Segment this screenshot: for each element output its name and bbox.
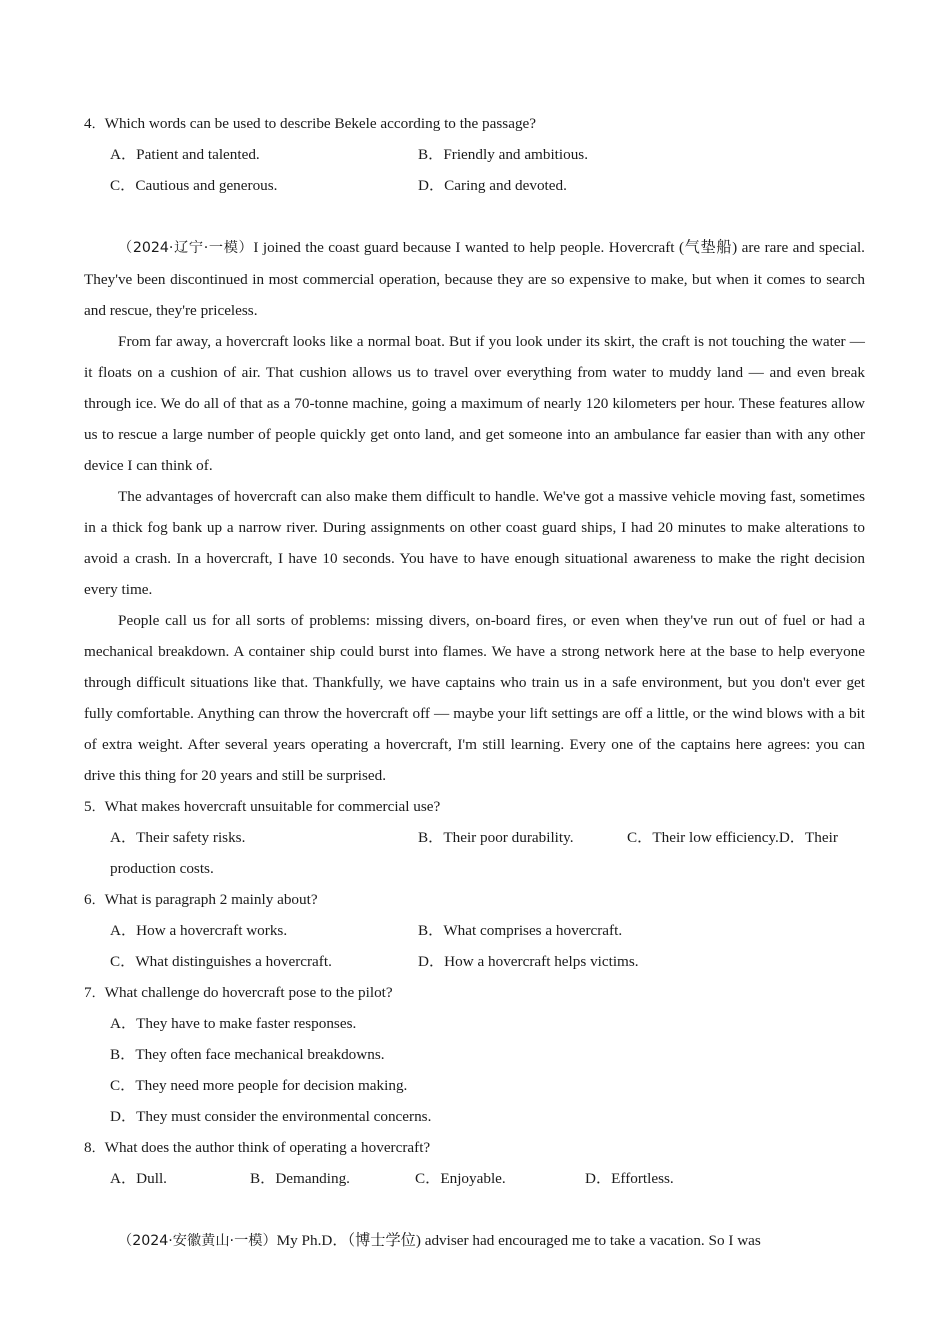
question-7-number: 7 [84,984,92,1001]
question-5-options-row-1 [84,822,865,853]
question-4-option-d[interactable]: D．Caring and devoted. [418,177,567,194]
question-8-option-d[interactable]: D．Effortless. [585,1170,674,1187]
passage-1-paragraph-3: The advantages of hovercraft can also make them difficult to handle. We've got a massive vehicle moving fast, sometimes in a thick fog bank up a narrow river. During assignments on other coast guard ships, I had 20 minutes to make alterations to avoid a crash. In a hovercraft, I have 10 seconds. You have to have enough situational awareness to make the right decision every time. [84,488,865,598]
question-4-option-b[interactable]: B．Friendly and ambitious. [418,146,589,163]
question-4-stem [84,108,865,139]
question-8-options-row [84,1163,865,1194]
question-block-8 [84,1132,865,1194]
passage-2 [84,1225,865,1257]
question-6-options-row-2 [84,946,865,977]
question-7-separator: ． [91,985,105,1000]
section-spacer-1 [84,201,865,232]
question-5-text: What makes hovercraft unsuitable for commercial use? [104,798,441,815]
section-spacer-2 [84,1194,865,1225]
passage-1-paragraph-1-text: I joined the coast guard because I wanted to help people. Hovercraft (气垫船) are rare and special. They've been discontinued in most commercial operation, because they are so expensive to make, but when it comes to search and rescue, they're priceless. [84,239,865,319]
question-7-option-b[interactable]: B．They often face mechanical breakdowns. [110,1046,385,1063]
passage-2-opening-line [84,1225,865,1257]
question-6-option-c[interactable]: C．What distinguishes a hovercraft. [110,953,332,970]
question-5-number: 5 [84,798,92,815]
question-8-option-b[interactable]: B．Demanding. [250,1170,350,1187]
passage-1-paragraph-1 [84,232,865,326]
question-6-separator: ． [91,892,105,907]
passage-2-source: （2024·安徽黄山·一模） [118,1233,277,1249]
question-4-option-a[interactable]: A．Patient and talented. [110,146,260,163]
question-5-option-c-d-run-together[interactable]: C．Their low efficiency.D．Their [627,829,838,846]
question-6-options-row-1 [84,915,865,946]
question-block-4 [84,108,865,201]
question-7-option-d[interactable]: D．They must consider the environmental concerns. [110,1108,432,1125]
question-6-option-b[interactable]: B．What comprises a hovercraft. [418,922,623,939]
question-8-stem [84,1132,865,1163]
question-5-option-a[interactable]: A．Their safety risks. [110,829,246,846]
passage-1-paragraph-4: People call us for all sorts of problems: missing divers, on-board fires, or even when they've run out of fuel or had a mechanical breakdown. A container ship could burst into flames. We have a strong network here at the base to help everyone through difficult situations like that. Thankfully, we have captains who train us in a safe environment, but you don't ever get fully comfortable. Anything can throw the hovercraft off — maybe your lift settings are off a little, or the wind blows with a bit of extra weight. After several years operating a hovercraft, I'm still learning. Every one of the captains here agrees: you can drive this thing for 20 years and still be surprised. [84,612,865,784]
question-6-number: 6 [84,891,92,908]
question-block-6 [84,884,865,977]
passage-1 [84,232,865,791]
question-block-7 [84,977,865,1132]
question-6-option-d[interactable]: D．How a hovercraft helps victims. [418,953,639,970]
question-8-text: What does the author think of operating a hovercraft? [104,1139,431,1156]
question-5-separator: ． [91,799,105,814]
passage-1-paragraph-2: From far away, a hovercraft looks like a normal boat. But if you look under its skirt, the craft is not touching the water — it floats on a cushion of air. That cushion allows us to travel over everything from water to muddy land — and even break through ice. We do all of that as a 70-tonne machine, going a maximum of nearly 120 kilometers per hour. These features allow us to rescue a large number of people quickly get onto land, and get someone into an ambulance far easier than with any other device I can think of. [84,333,865,474]
question-6-option-a[interactable]: A．How a hovercraft works. [110,922,288,939]
question-block-5 [84,791,865,884]
question-8-separator: ． [91,1140,105,1155]
question-8-option-c[interactable]: C．Enjoyable. [415,1170,506,1187]
question-5-stem [84,791,865,822]
question-4-text: Which words can be used to describe Bekele according to the passage? [104,115,537,132]
question-7-stem [84,977,865,1008]
question-8-option-a[interactable]: A．Dull. [110,1170,167,1187]
question-8-number: 8 [84,1139,92,1156]
question-6-text: What is paragraph 2 mainly about? [104,891,318,908]
question-7-option-a[interactable]: A．They have to make faster responses. [110,1015,357,1032]
question-7-option-c[interactable]: C．They need more people for decision making. [110,1077,408,1094]
question-4-separator: ． [91,116,105,131]
question-4-option-c[interactable]: C．Cautious and generous. [110,177,278,194]
question-4-options-row-2 [84,170,865,201]
passage-1-source: （2024·辽宁·一模） [118,240,254,256]
passage-2-opening-text: My Ph.D．（博士学位) adviser had encouraged me to take a vacation. So I was [276,1232,761,1249]
question-6-stem [84,884,865,915]
question-5-option-d-continuation: production costs. [110,860,214,877]
question-4-options-row-1 [84,139,865,170]
question-7-text: What challenge do hovercraft pose to the pilot? [104,984,393,1001]
question-5-option-b[interactable]: B．Their poor durability. [418,829,574,846]
question-4-number: 4 [84,115,92,132]
